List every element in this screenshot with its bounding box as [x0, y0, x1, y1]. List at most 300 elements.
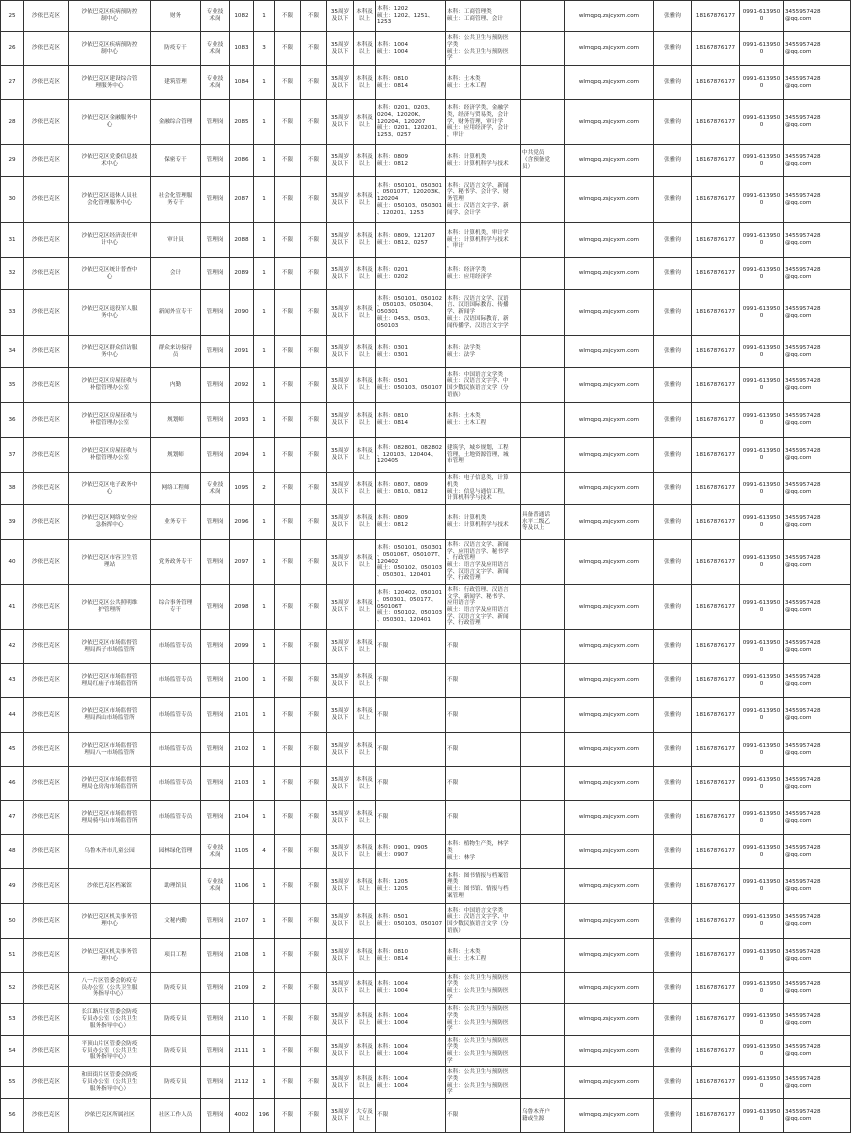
age-requirement-cell: 35周岁 及以下: [327, 403, 354, 438]
age-requirement-cell: 35周岁 及以下: [327, 438, 354, 473]
unit-name-cell: 沙依巴克区群众信访服 务中心: [69, 336, 151, 368]
table-row: [1, 223, 851, 258]
restriction-cell: 不限: [301, 939, 327, 973]
other-requirement-cell: [521, 733, 565, 767]
post-category-cell: 专业技 术岗: [201, 32, 230, 66]
qq-email-cell: 3455957428 @qq.com: [784, 290, 851, 336]
major-code-cell: 本科：1004 硕士：1004: [376, 1004, 446, 1036]
restriction-cell: 不限: [301, 438, 327, 473]
email-cell: wlmqpq.zsjcyxm.com: [565, 336, 654, 368]
hire-count-cell: 196: [254, 1099, 275, 1133]
qq-email-cell: 3455957428 @qq.com: [784, 585, 851, 630]
restriction-cell: 不限: [275, 835, 301, 869]
district-cell: 沙依巴克区: [24, 258, 69, 290]
restriction-cell: 不限: [301, 585, 327, 630]
other-requirement-cell: [521, 336, 565, 368]
major-name-cell: 本科：公共卫生与预防医 学类 硕士：公共卫生与预防医 学: [446, 32, 521, 66]
age-requirement-cell: 35周岁 及以下: [327, 336, 354, 368]
post-code-cell: 1083: [230, 32, 254, 66]
row-number: 30: [1, 177, 24, 223]
age-requirement-cell: 35周岁 及以下: [327, 473, 354, 505]
post-category-cell: 管理岗: [201, 177, 230, 223]
email-cell: wlmqpq.zsjcyxm.com: [565, 630, 654, 664]
mobile-cell: 18167876177: [692, 66, 740, 100]
major-code-cell: 不限: [376, 801, 446, 835]
qq-email-cell: 3455957428 @qq.com: [784, 258, 851, 290]
email-cell: wlmqpq.zsjcyxm.com: [565, 368, 654, 403]
post-code-cell: 2109: [230, 973, 254, 1004]
hire-count-cell: 1: [254, 177, 275, 223]
district-cell: 沙依巴克区: [24, 473, 69, 505]
other-requirement-cell: [521, 939, 565, 973]
contact-name-cell: 张雅钧: [654, 733, 692, 767]
other-requirement-cell: [521, 835, 565, 869]
restriction-cell: 不限: [301, 223, 327, 258]
contact-name-cell: 张雅钧: [654, 473, 692, 505]
table-row: [1, 698, 851, 733]
major-name-cell: 本科：法学类 硕士：法学: [446, 336, 521, 368]
education-cell: 本科及 以上: [354, 505, 376, 540]
post-code-cell: 2110: [230, 1004, 254, 1036]
post-category-cell: 管理岗: [201, 630, 230, 664]
post-name-cell: 财务: [151, 1, 201, 32]
unit-name-cell: 沙依巴克区统计普查中 心: [69, 258, 151, 290]
mobile-cell: 18167876177: [692, 869, 740, 904]
major-name-cell: 本科：土木类 硕士：土木工程: [446, 403, 521, 438]
mobile-cell: 18167876177: [692, 403, 740, 438]
post-category-cell: 管理岗: [201, 368, 230, 403]
mobile-cell: 18167876177: [692, 223, 740, 258]
phone-cell: 0991-6139500: [740, 1067, 784, 1099]
major-code-cell: 本科：0901、0905 硕士：0907: [376, 835, 446, 869]
phone-cell: 0991-6139500: [740, 66, 784, 100]
age-requirement-cell: 35周岁 及以下: [327, 1, 354, 32]
age-requirement-cell: 35周岁 及以下: [327, 835, 354, 869]
qq-email-cell: 3455957428 @qq.com: [784, 177, 851, 223]
row-number: 50: [1, 904, 24, 939]
email-cell: wlmqpq.zsjcyxm.com: [565, 939, 654, 973]
row-number: 35: [1, 368, 24, 403]
restriction-cell: 不限: [275, 145, 301, 177]
district-cell: 沙依巴克区: [24, 801, 69, 835]
mobile-cell: 18167876177: [692, 505, 740, 540]
hire-count-cell: 2: [254, 473, 275, 505]
major-name-cell: 本科：公共卫生与预防医 学类 硕士：公共卫生与预防医 学: [446, 1067, 521, 1099]
restriction-cell: 不限: [275, 368, 301, 403]
major-name-cell: 本科：中国语言文学类 硕士：汉语言文字学、中 国少数民族语言文学（分 语族）: [446, 368, 521, 403]
qq-email-cell: 3455957428 @qq.com: [784, 223, 851, 258]
restriction-cell: 不限: [301, 835, 327, 869]
restriction-cell: 不限: [275, 767, 301, 801]
major-name-cell: 不限: [446, 664, 521, 698]
restriction-cell: 不限: [275, 336, 301, 368]
row-number: 48: [1, 835, 24, 869]
restriction-cell: 不限: [275, 540, 301, 585]
contact-name-cell: 张雅钧: [654, 290, 692, 336]
age-requirement-cell: 35周岁 及以下: [327, 258, 354, 290]
other-requirement-cell: [521, 585, 565, 630]
email-cell: wlmqpq.zsjcyxm.com: [565, 66, 654, 100]
education-cell: 本科及 以上: [354, 1036, 376, 1067]
row-number: 40: [1, 540, 24, 585]
hire-count-cell: 1: [254, 145, 275, 177]
education-cell: 本科及 以上: [354, 1, 376, 32]
post-category-cell: 管理岗: [201, 664, 230, 698]
district-cell: 沙依巴克区: [24, 1, 69, 32]
post-category-cell: 管理岗: [201, 505, 230, 540]
age-requirement-cell: 35周岁 及以下: [327, 664, 354, 698]
district-cell: 沙依巴克区: [24, 664, 69, 698]
phone-cell: 0991-6139500: [740, 939, 784, 973]
phone-cell: 0991-6139500: [740, 258, 784, 290]
post-code-cell: 2094: [230, 438, 254, 473]
email-cell: wlmqpq.zsjcyxm.com: [565, 223, 654, 258]
restriction-cell: 不限: [275, 438, 301, 473]
restriction-cell: 不限: [275, 403, 301, 438]
phone-cell: 0991-6139500: [740, 505, 784, 540]
unit-name-cell: 沙依巴克区房屋征收与 补偿管理办公室: [69, 403, 151, 438]
education-cell: 本科及 以上: [354, 869, 376, 904]
phone-cell: 0991-6139500: [740, 145, 784, 177]
row-number: 56: [1, 1099, 24, 1133]
phone-cell: 0991-6139500: [740, 698, 784, 733]
contact-name-cell: 张雅钧: [654, 336, 692, 368]
education-cell: 本科及 以上: [354, 66, 376, 100]
mobile-cell: 18167876177: [692, 1036, 740, 1067]
table-row: [1, 767, 851, 801]
major-name-cell: 本科：土木类 硕士：土木工程: [446, 66, 521, 100]
post-code-cell: 2093: [230, 403, 254, 438]
education-cell: 本科及 以上: [354, 585, 376, 630]
post-category-cell: 专业技 术岗: [201, 1, 230, 32]
post-name-cell: 审计员: [151, 223, 201, 258]
restriction-cell: 不限: [301, 1004, 327, 1036]
email-cell: wlmqpq.zsjcyxm.com: [565, 904, 654, 939]
table-row: [1, 664, 851, 698]
restriction-cell: 不限: [301, 869, 327, 904]
unit-name-cell: 沙依巴克区退休人员社 会化管理服务中心: [69, 177, 151, 223]
hire-count-cell: 1: [254, 939, 275, 973]
qq-email-cell: 3455957428 @qq.com: [784, 664, 851, 698]
table-row: [1, 904, 851, 939]
other-requirement-cell: [521, 801, 565, 835]
mobile-cell: 18167876177: [692, 32, 740, 66]
restriction-cell: 不限: [301, 1, 327, 32]
post-code-cell: 2089: [230, 258, 254, 290]
email-cell: wlmqpq.zsjcyxm.com: [565, 1, 654, 32]
restriction-cell: 不限: [301, 32, 327, 66]
other-requirement-cell: [521, 973, 565, 1004]
major-code-cell: 本科：0301 硕士：0301: [376, 336, 446, 368]
phone-cell: 0991-6139500: [740, 801, 784, 835]
post-category-cell: 专业技 术岗: [201, 66, 230, 100]
education-cell: 本科及 以上: [354, 145, 376, 177]
major-code-cell: 本科：1202 硕士：1202、1251、 1253: [376, 1, 446, 32]
table-row: [1, 1004, 851, 1036]
mobile-cell: 18167876177: [692, 290, 740, 336]
phone-cell: 0991-6139500: [740, 664, 784, 698]
mobile-cell: 18167876177: [692, 368, 740, 403]
major-name-cell: 不限: [446, 801, 521, 835]
hire-count-cell: 1: [254, 368, 275, 403]
phone-cell: 0991-6139500: [740, 585, 784, 630]
phone-cell: 0991-6139500: [740, 1099, 784, 1133]
row-number: 51: [1, 939, 24, 973]
hire-count-cell: 1: [254, 336, 275, 368]
restriction-cell: 不限: [301, 336, 327, 368]
major-code-cell: 本科：1004 硕士：1004: [376, 973, 446, 1004]
row-number: 37: [1, 438, 24, 473]
other-requirement-cell: [521, 32, 565, 66]
district-cell: 沙依巴克区: [24, 505, 69, 540]
unit-name-cell: 沙依巴克区金融服务中 心: [69, 100, 151, 145]
row-number: 54: [1, 1036, 24, 1067]
contact-name-cell: 张雅钧: [654, 100, 692, 145]
hire-count-cell: 1: [254, 438, 275, 473]
restriction-cell: 不限: [301, 698, 327, 733]
post-name-cell: 群众来访接待 员: [151, 336, 201, 368]
qq-email-cell: 3455957428 @qq.com: [784, 403, 851, 438]
post-name-cell: 会计: [151, 258, 201, 290]
post-code-cell: 1084: [230, 66, 254, 100]
restriction-cell: 不限: [275, 473, 301, 505]
restriction-cell: 不限: [275, 177, 301, 223]
hire-count-cell: 1: [254, 733, 275, 767]
table-row: [1, 438, 851, 473]
post-name-cell: 园林绿化管理: [151, 835, 201, 869]
post-name-cell: 防疫专干: [151, 32, 201, 66]
district-cell: 沙依巴克区: [24, 767, 69, 801]
restriction-cell: 不限: [301, 290, 327, 336]
restriction-cell: 不限: [275, 630, 301, 664]
age-requirement-cell: 35周岁 及以下: [327, 869, 354, 904]
major-code-cell: 不限: [376, 1099, 446, 1133]
qq-email-cell: 3455957428 @qq.com: [784, 473, 851, 505]
major-code-cell: 本科：120402、050101 、050301、050177、 050106T 硕士：050102、050103 、050301、120401: [376, 585, 446, 630]
major-code-cell: 本科：0807、0809 硕士：0810、0812: [376, 473, 446, 505]
post-category-cell: 管理岗: [201, 336, 230, 368]
other-requirement-cell: [521, 1067, 565, 1099]
age-requirement-cell: 35周岁 及以下: [327, 540, 354, 585]
contact-name-cell: 张雅钧: [654, 1067, 692, 1099]
age-requirement-cell: 35周岁 及以下: [327, 801, 354, 835]
post-category-cell: 管理岗: [201, 100, 230, 145]
hire-count-cell: 1: [254, 801, 275, 835]
hire-count-cell: 4: [254, 835, 275, 869]
post-name-cell: 防疫专员: [151, 1036, 201, 1067]
restriction-cell: 不限: [301, 368, 327, 403]
education-cell: 本科及 以上: [354, 698, 376, 733]
age-requirement-cell: 35周岁 及以下: [327, 66, 354, 100]
contact-name-cell: 张雅钧: [654, 177, 692, 223]
unit-name-cell: 沙依巴克区经济责任审 计中心: [69, 223, 151, 258]
email-cell: wlmqpq.zsjcyxm.com: [565, 100, 654, 145]
other-requirement-cell: [521, 630, 565, 664]
qq-email-cell: 3455957428 @qq.com: [784, 698, 851, 733]
restriction-cell: 不限: [301, 403, 327, 438]
post-category-cell: 管理岗: [201, 1004, 230, 1036]
qq-email-cell: 3455957428 @qq.com: [784, 869, 851, 904]
major-name-cell: 本科：计算机类 硕士：计算机科学与技术: [446, 505, 521, 540]
row-number: 36: [1, 403, 24, 438]
major-name-cell: 本科：汉语言文学、汉语 言、汉语国际教育、传播 学、新闻学 硕士：汉语国际教育，新 闻传播学，汉语言文字学: [446, 290, 521, 336]
major-code-cell: 本科：0201 硕士：0202: [376, 258, 446, 290]
restriction-cell: 不限: [301, 904, 327, 939]
education-cell: 本科及 以上: [354, 32, 376, 66]
major-code-cell: 本科：1205 硕士：1205: [376, 869, 446, 904]
post-name-cell: 防疫专员: [151, 1004, 201, 1036]
other-requirement-cell: [521, 100, 565, 145]
post-category-cell: 管理岗: [201, 585, 230, 630]
major-code-cell: 不限: [376, 630, 446, 664]
row-number: 38: [1, 473, 24, 505]
hire-count-cell: 1: [254, 869, 275, 904]
email-cell: wlmqpq.zsjcyxm.com: [565, 505, 654, 540]
qq-email-cell: 3455957428 @qq.com: [784, 1099, 851, 1133]
contact-name-cell: 张雅钧: [654, 767, 692, 801]
mobile-cell: 18167876177: [692, 100, 740, 145]
age-requirement-cell: 35周岁 及以下: [327, 100, 354, 145]
major-code-cell: 本科：1004 硕士：1004: [376, 1036, 446, 1067]
post-code-cell: 2112: [230, 1067, 254, 1099]
post-category-cell: 管理岗: [201, 801, 230, 835]
table-row: [1, 869, 851, 904]
table-row: [1, 258, 851, 290]
district-cell: 沙依巴克区: [24, 939, 69, 973]
post-category-cell: 管理岗: [201, 438, 230, 473]
post-code-cell: 1095: [230, 473, 254, 505]
phone-cell: 0991-6139500: [740, 223, 784, 258]
major-code-cell: 本科：050101、050301 、050106T、050107T、 120402 硕士：050102、050103 、050301、120401: [376, 540, 446, 585]
post-category-cell: 管理岗: [201, 973, 230, 1004]
email-cell: wlmqpq.zsjcyxm.com: [565, 733, 654, 767]
email-cell: wlmqpq.zsjcyxm.com: [565, 1036, 654, 1067]
row-number: 41: [1, 585, 24, 630]
major-name-cell: 本科：经济学类，金融学 类，经济与贸易类，会计 学，财务管理，审计学 硕士：应用经济学，会计 ，审计: [446, 100, 521, 145]
major-code-cell: 本科：0201、0203、 0204、12020K、 120204、120207 硕士：0201、120201、 1253、0257: [376, 100, 446, 145]
major-code-cell: 本科：0501 硕士：050103、050107: [376, 904, 446, 939]
hire-count-cell: 1: [254, 223, 275, 258]
table-row: [1, 100, 851, 145]
email-cell: wlmqpq.zsjcyxm.com: [565, 438, 654, 473]
phone-cell: 0991-6139500: [740, 835, 784, 869]
restriction-cell: 不限: [275, 585, 301, 630]
contact-name-cell: 张雅钧: [654, 1004, 692, 1036]
major-name-cell: 本科：土木类 硕士：土木工程: [446, 939, 521, 973]
row-number: 53: [1, 1004, 24, 1036]
district-cell: 沙依巴克区: [24, 438, 69, 473]
major-code-cell: 不限: [376, 698, 446, 733]
major-code-cell: 不限: [376, 767, 446, 801]
row-number: 43: [1, 664, 24, 698]
table-row: [1, 403, 851, 438]
major-name-cell: 本科：电子信息类，计算 机类 硕士：信息与通信工程， 计算机科学与技术: [446, 473, 521, 505]
post-code-cell: 2090: [230, 290, 254, 336]
post-name-cell: 项目工程: [151, 939, 201, 973]
table-row: [1, 290, 851, 336]
unit-name-cell: 沙依巴克区房屋征收与 补偿管理办公室: [69, 438, 151, 473]
other-requirement-cell: [521, 540, 565, 585]
post-name-cell: 党务政务专干: [151, 540, 201, 585]
table-row: [1, 473, 851, 505]
major-name-cell: 本科：计算机类，审计学 硕士：计算机科学与技术 ，审计: [446, 223, 521, 258]
post-category-cell: 管理岗: [201, 223, 230, 258]
mobile-cell: 18167876177: [692, 1067, 740, 1099]
other-requirement-cell: [521, 1004, 565, 1036]
other-requirement-cell: [521, 473, 565, 505]
contact-name-cell: 张雅钧: [654, 869, 692, 904]
education-cell: 本科及 以上: [354, 835, 376, 869]
post-name-cell: 文秘内勤: [151, 904, 201, 939]
post-code-cell: 2108: [230, 939, 254, 973]
contact-name-cell: 张雅钧: [654, 1, 692, 32]
age-requirement-cell: 35周岁 及以下: [327, 767, 354, 801]
row-number: 25: [1, 1, 24, 32]
post-name-cell: 防疫专员: [151, 1067, 201, 1099]
table-row: [1, 1099, 851, 1133]
row-number: 45: [1, 733, 24, 767]
age-requirement-cell: 35周岁 及以下: [327, 733, 354, 767]
district-cell: 沙依巴克区: [24, 368, 69, 403]
hire-count-cell: 1: [254, 505, 275, 540]
restriction-cell: 不限: [301, 66, 327, 100]
major-name-cell: 本科：行政管理、汉语言 文学、新闻学、秘书学、 应用语言学 硕士：语言学及应用语言 学、汉语言文字学、新闻 学、行政管理: [446, 585, 521, 630]
contact-name-cell: 张雅钧: [654, 664, 692, 698]
table-row: [1, 835, 851, 869]
table-row: [1, 177, 851, 223]
phone-cell: 0991-6139500: [740, 904, 784, 939]
other-requirement-cell: [521, 368, 565, 403]
mobile-cell: 18167876177: [692, 438, 740, 473]
hire-count-cell: 1: [254, 258, 275, 290]
unit-name-cell: 沙依巴克区疾病预防控 制中心: [69, 32, 151, 66]
email-cell: wlmqpq.zsjcyxm.com: [565, 177, 654, 223]
hire-count-cell: 1: [254, 630, 275, 664]
post-code-cell: 4002: [230, 1099, 254, 1133]
other-requirement-cell: [521, 66, 565, 100]
restriction-cell: 不限: [275, 290, 301, 336]
district-cell: 沙依巴克区: [24, 835, 69, 869]
table-row: [1, 585, 851, 630]
post-name-cell: 市场监管专员: [151, 767, 201, 801]
mobile-cell: 18167876177: [692, 1, 740, 32]
district-cell: 沙依巴克区: [24, 585, 69, 630]
hire-count-cell: 1: [254, 767, 275, 801]
phone-cell: 0991-6139500: [740, 336, 784, 368]
hire-count-cell: 1: [254, 698, 275, 733]
post-category-cell: 管理岗: [201, 290, 230, 336]
unit-name-cell: 沙依巴克区网络安全应 急指挥中心: [69, 505, 151, 540]
contact-name-cell: 张雅钧: [654, 32, 692, 66]
post-category-cell: 管理岗: [201, 258, 230, 290]
contact-name-cell: 张雅钧: [654, 801, 692, 835]
mobile-cell: 18167876177: [692, 973, 740, 1004]
post-category-cell: 管理岗: [201, 403, 230, 438]
education-cell: 本科及 以上: [354, 100, 376, 145]
qq-email-cell: 3455957428 @qq.com: [784, 801, 851, 835]
restriction-cell: 不限: [275, 664, 301, 698]
major-name-cell: 本科：中国语言文学类 硕士：汉语言文字学、中 国少数民族语言文学（分 语族）: [446, 904, 521, 939]
district-cell: 沙依巴克区: [24, 66, 69, 100]
major-code-cell: 本科：0501 硕士：050103、050107: [376, 368, 446, 403]
unit-name-cell: 长江路片区管委会防疫 专员办公室（公共卫生 服务指导中心）: [69, 1004, 151, 1036]
mobile-cell: 18167876177: [692, 801, 740, 835]
education-cell: 本科及 以上: [354, 368, 376, 403]
phone-cell: 0991-6139500: [740, 473, 784, 505]
unit-name-cell: 和田街片区管委会防疫 专员办公室（公共卫生 服务指导中心）: [69, 1067, 151, 1099]
phone-cell: 0991-6139500: [740, 1004, 784, 1036]
post-category-cell: 管理岗: [201, 904, 230, 939]
